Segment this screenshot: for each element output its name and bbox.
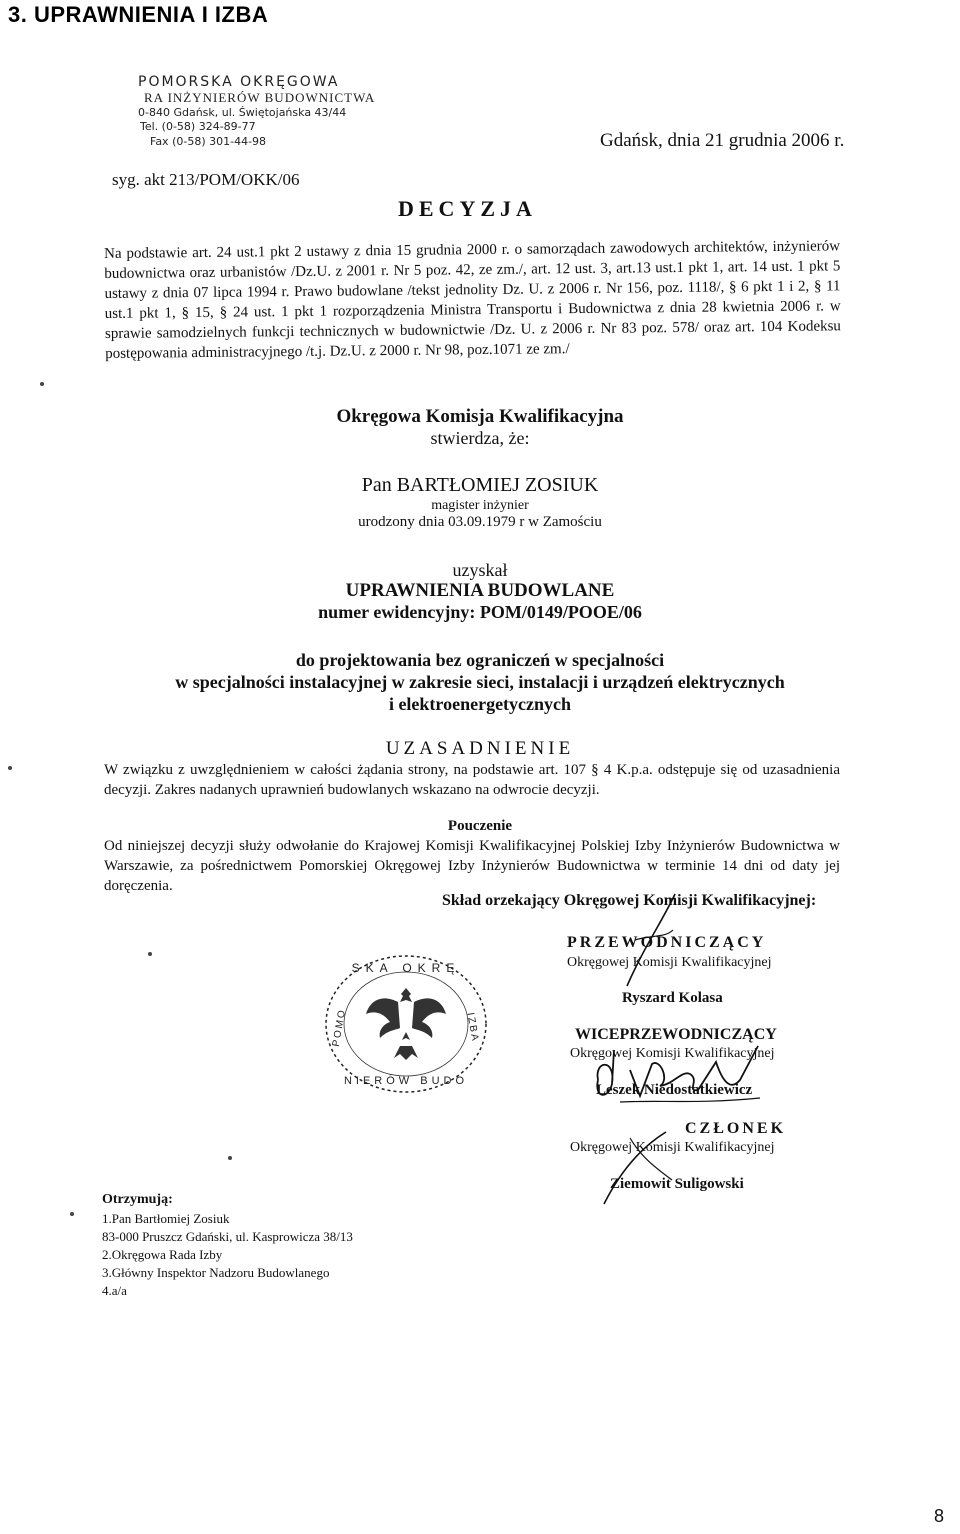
permission-title: UPRAWNIENIA BUDOWLANE — [345, 580, 615, 601]
page-title: 3. UPRAWNIENIA I IZBA — [8, 2, 269, 27]
member-name: Ziemowit Suligowski — [610, 1176, 744, 1192]
document-date: Gdańsk, dnia 21 grudnia 2006 r. — [600, 130, 845, 151]
scan-speck — [228, 1156, 232, 1160]
scan-speck — [8, 766, 12, 770]
scope-line-2: w specjalności instalacyjnej w zakresie sieci, instalacji i urządzeń elektrycznych — [175, 672, 785, 692]
page-number: 8 — [933, 1506, 944, 1526]
person-degree: magister inżynier — [431, 498, 529, 513]
recipient-item: 2.Okręgowa Rada Izby — [102, 1247, 223, 1262]
case-reference: syg. akt 213/POM/OKK/06 — [112, 170, 300, 189]
obtained-text: uzyskał — [452, 560, 508, 580]
recipient-item: 4.a/a — [102, 1283, 127, 1298]
seal-text-left: POMO — [330, 1007, 349, 1048]
chair-org: Okręgowej Komisji Kwalifikacyjnej — [567, 955, 772, 970]
document-heading: DECYZJA — [398, 196, 537, 221]
member-signature — [590, 1128, 680, 1208]
scope-line-3: i elektroenergetycznych — [388, 694, 572, 714]
person-name: Pan BARTŁOMIEJ ZOSIUK — [361, 474, 599, 496]
letterhead-chamber-cont: RA INŻYNIERÓW BUDOWNICTWA — [144, 90, 376, 105]
justification-paragraph: W związku z uwzględnieniem w całości żądania strony, na podstawie art. 107 § 4 K.p.a. odstępuje się od uzasadnienia decyzji. Zakres nadanych uprawnień budowlanych wskazano na odwrocie decyzji. — [104, 762, 840, 798]
chair-name: Ryszard Kolasa — [622, 990, 723, 1006]
scan-speck — [70, 1212, 74, 1216]
notice-heading: Pouczenie — [447, 818, 513, 834]
seal-text-top: SKA OKRĘ — [351, 961, 461, 975]
letterhead-address: 0-840 Gdańsk, ul. Świętojańska 43/44 — [138, 106, 347, 119]
vice-chair-signature — [590, 1040, 770, 1112]
scope-line-1: do projektowania bez ograniczeń w specjalności — [295, 650, 665, 670]
scan-speck — [148, 952, 152, 956]
chair-role: PRZEWODNICZĄCY — [567, 934, 767, 951]
letterhead-fax: Fax (0-58) 301-44-98 — [150, 135, 267, 148]
commission-name: Okręgowa Komisja Kwalifikacyjna — [336, 406, 624, 427]
official-seal — [320, 950, 492, 1098]
person-birth: urodzony dnia 03.09.1979 r w Zamościu — [358, 514, 602, 530]
panel-heading: Skład orzekający Okręgowej Komisji Kwalifikacyjnej: — [442, 892, 817, 909]
member-org: Okręgowej Komisji Kwalifikacyjnej — [570, 1140, 775, 1155]
seal-text-bottom: NIERÓW BUDO — [343, 1075, 469, 1087]
states-text: stwierdza, że: — [430, 428, 530, 448]
letterhead-phone: Tel. (0-58) 324-89-77 — [140, 120, 256, 133]
notice-paragraph: Od niniejszej decyzji służy odwołanie do Krajowej Komisji Kwalifikacyjnej Polskiej Izby Inżynierów Budownictwa w Warszawie, za pośrednictwem Pomorskiej Okręgowej Izby Inżynierów Budownictwa w terminie 14 dni od daty jej doręczenia. — [104, 838, 840, 894]
member-role: CZŁONEK — [685, 1120, 787, 1137]
eagle-emblem-icon — [366, 988, 446, 1060]
registration-number: numer ewidencyjny: POM/0149/POOE/06 — [318, 602, 642, 622]
letterhead-chamber: POMORSKA OKRĘGOWA — [138, 74, 340, 90]
scan-speck — [40, 382, 44, 386]
vice-chair-role: WICEPRZEWODNICZĄCY — [575, 1026, 777, 1043]
vice-chair-name: Leszek Niedostatkiewicz — [596, 1082, 753, 1098]
justification-heading: UZASADNIENIE — [385, 738, 575, 759]
chair-signature — [615, 890, 685, 990]
recipient-item: 3.Główny Inspektor Nadzoru Budowlanego — [102, 1265, 330, 1280]
seal-text-right: IZBA — [464, 1011, 481, 1044]
recipient-item: 1.Pan Bartłomiej Zosiuk — [102, 1211, 230, 1226]
recipient-item: 83-000 Pruszcz Gdański, ul. Kasprowicza 38/13 — [102, 1229, 353, 1244]
legal-basis-paragraph: Na podstawie art. 24 ust.1 pkt 2 ustawy z dnia 15 grudnia 2000 r. o samorządach zawodowych architektów, inżynierów budownictwa oraz urbanistów /Dz.U. z 2001 r. Nr 5 poz. 42, ze zm./, art. 12 ust. 3, art.13 ust.1 pkt 1, art. 14 ust. 1 pkt 5 ustawy z dnia 07 lipca 1994 r. Prawo budowlane /tekst jednolity Dz. U. z 2006 r. Nr 156, poz. 1118/, § 6 pkt 1 i 2, § 11 ust.1 pkt 1, § 15, § 24 ust. 1 pkt 1 rozporządzenia Ministra Transportu i Budownictwa z dnia 28 kwietnia 2006 r. w sprawie samodzielnych funkcji technicznych w budownictwie /Dz. U. z 2006 r. Nr 83 poz. 578/ oraz art. 104 Kodeksu postępowania administracyjnego /t.j. Dz.U. z 2000 r. Nr 98, poz.1071 ze zm./ — [104, 238, 841, 362]
vice-chair-org: Okręgowej Komisji Kwalifikacyjnej — [570, 1046, 775, 1061]
recipients-heading: Otrzymują: — [102, 1192, 173, 1207]
